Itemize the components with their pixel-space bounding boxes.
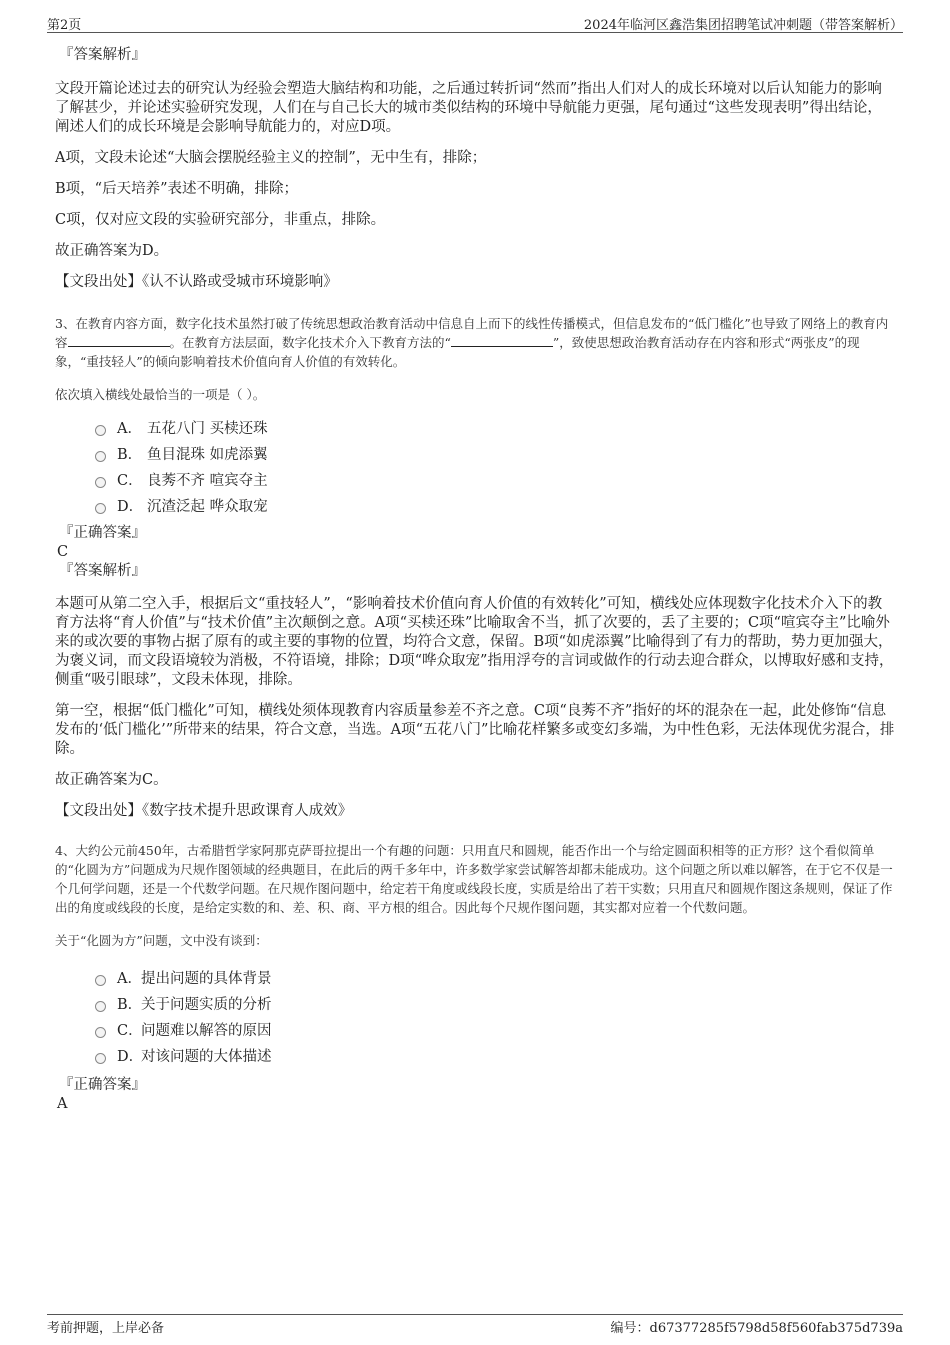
radio-icon[interactable] [95,975,106,986]
q3-analysis-label: 『答案解析』 [59,563,146,579]
q3-analysis-2: 第一空，根据“低门槛化”可知，横线处须体现教育内容质量参差不齐之意。C项“良莠不齐”指好的坏的混杂在一起，此处修饰“信息发布的‘低门槛化’”所带来的结果，符合文意，当选。A项“五花八门”比喻花样繁多或变幻多端，为中性色彩，无法体现优劣混合，排除。 [55,703,895,757]
q3-blank-2 [451,334,553,347]
q4-answer-label: 『正确答案』 [59,1077,146,1093]
q2-conclusion: 故正确答案为D。 [55,243,169,259]
q3-stem-part-1: 3、在教育内容方面，数字化技术虽然打破了传统思想政治教育活动中信息自上而下的线性传播模式，但信息发布的“低门槛化”也导致了网络上的教育内容 [55,316,889,350]
document-title: 2024年临河区鑫浩集团招聘笔试冲刺题（带答案解析） [583,18,903,33]
q2-analysis: 文段开篇论述过去的研究认为经验会塑造大脑结构和功能，之后通过转折词“然而”指出人们对人的成长环境对以后认知能力的影响了解甚少，并论述实验研究发现，人们在与自己长大的城市类似结构的环境中导航能力更强，尾句通过“这些发现表明”得出结论，阐述人们的成长环境是会影响导航能力的，对应D项。 [55,81,882,135]
q2-option-a-analysis: A项，文段未论述“大脑会摆脱经验主义的控制”，无中生有，排除； [55,150,487,166]
q4-option-a[interactable]: A．提出问题的具体背景 [95,966,895,992]
q4-stem: 4、大约公元前450年，古希腊哲学家阿那克萨哥拉提出一个有趣的问题：只用直尺和圆规，能否作出一个与给定圆面积相等的正方形？这个看似简单的“化圆为方”问题成为尺规作图领域的经典题目，在此后的两千多年中，许多数学家尝试解答却都未能成功。这个问题之所以难以解答，在于它不仅是一个几何学问题，还是一个代数学问题。在尺规作图问题中，给定若干角度或线段长度，实质是给出了若干实数；只用直尺和圆规作图这条规则，保证了作出的角度或线段的长度，是给定实数的和、差、积、商、平方根的组合。因此每个尺规作图问题，其实都对应着一个代数问题。 [55,843,893,915]
radio-icon[interactable] [95,477,106,488]
radio-icon[interactable] [95,1027,106,1038]
radio-icon[interactable] [95,1001,106,1012]
q3-source: 【文段出处】《数字技术提升思政课育人成效》 [55,803,353,819]
page-number: 第2页 [47,18,82,33]
page-header [47,14,903,33]
q3-option-a[interactable]: A． 五花八门 买椟还珠 [95,416,895,442]
q3-stem-part-2: 。在教育方法层面，数字化技术介入下教育方法的“ [169,335,451,350]
page-footer [47,1314,903,1335]
q3-conclusion: 故正确答案为C。 [55,772,168,788]
q4-options [95,966,895,1070]
radio-icon[interactable] [95,503,106,514]
q4-option-d[interactable]: D．对该问题的大体描述 [95,1044,895,1070]
q3-prompt: 依次填入横线处最恰当的一项是（ ）。 [55,387,266,402]
q3-stem [55,314,895,371]
q3-blank-1 [68,334,170,347]
q4-option-c[interactable]: C．问题难以解答的原因 [95,1018,895,1044]
q3-option-b[interactable]: B． 鱼目混珠 如虎添翼 [95,442,895,468]
q3-option-c[interactable]: C． 良莠不齐 喧宾夺主 [95,468,895,494]
q4-answer: A [57,1096,68,1112]
q3-analysis-1: 本题可从第二空入手，根据后文“重技轻人”，“影响着技术价值向育人价值的有效转化”可知，横线处应体现数字化技术介入下的教育方法将“育人价值”与“技术价值”主次颠倒之意。A项“买椟还珠”比喻取舍不当，抓了次要的，丢了主要的；C项“喧宾夺主”比喻外来的或次要的事物占据了原有的或主要的事物的位置，均符合文意，保留。B项“如虎添翼”比喻得到了有力的帮助，势力更加强大，为褒义词，而文段语境较为消极，不符语境，排除；D项“哗众取宠”指用浮夸的言词或做作的行动去迎合群众，以博取好感和支持，侧重“吸引眼球”，文段未体现，排除。 [55,596,894,688]
q3-answer-label: 『正确答案』 [59,525,146,541]
q3-option-d[interactable]: D． 沉渣泛起 哗众取宠 [95,494,895,520]
q2-option-c-analysis: C项，仅对应文段的实验研究部分，非重点，排除。 [55,212,386,228]
q2-analysis-label: 『答案解析』 [59,47,146,63]
q4-option-b[interactable]: B．关于问题实质的分析 [95,992,895,1018]
q2-option-b-analysis: B项，“后天培养”表述不明确，排除； [55,181,298,197]
radio-icon[interactable] [95,425,106,436]
document-code: 编号：d67377285f5798d58f560fab375d739a [610,1321,903,1336]
footer-slogan: 考前押题，上岸必备 [47,1321,165,1336]
q3-options [95,416,895,520]
radio-icon[interactable] [95,1053,106,1064]
q3-stem-part-3: ”，致使思想政治教育活动存在内容和形式“两张皮”的现象，“重技轻人”的倾向影响着技术价值向育人价值的有效转化。 [55,335,860,369]
radio-icon[interactable] [95,451,106,462]
q4-prompt: 关于“化圆为方”问题，文中没有谈到： [55,933,268,948]
q3-answer: C [57,544,69,560]
q2-source: 【文段出处】《认不认路或受城市环境影响》 [55,274,338,290]
document-body [55,46,895,1114]
